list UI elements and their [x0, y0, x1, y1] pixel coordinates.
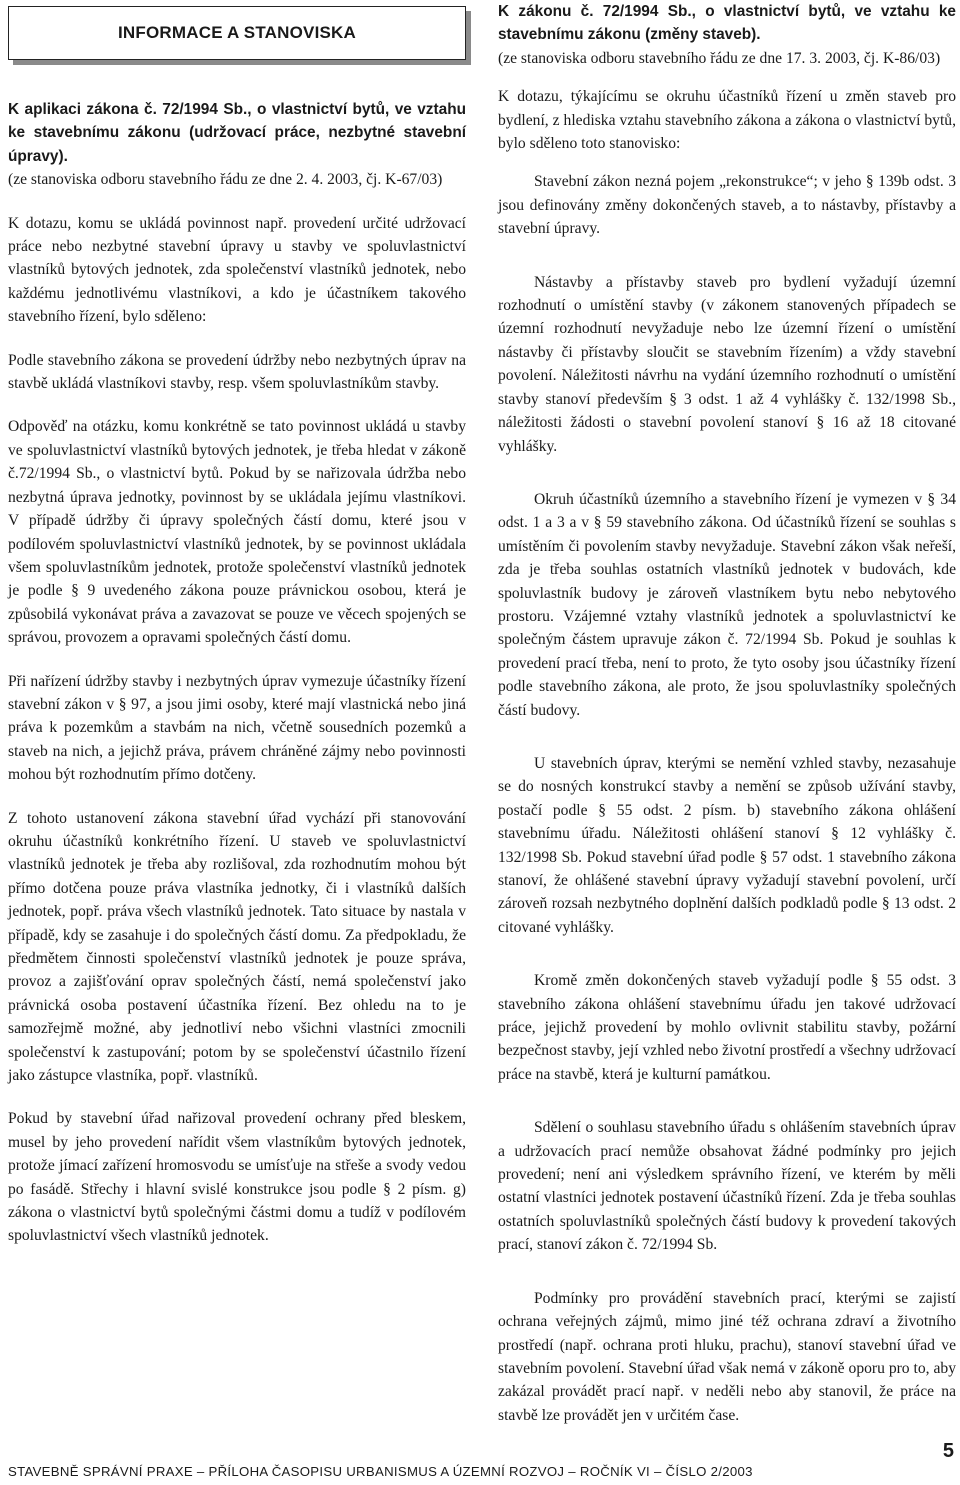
- paragraph: Kromě změn dokončených staveb vyžadují podle § 55 odst. 3 stavebního zákona ohlášení stavebnímu úřadu jen takové udržovací práce, jejichž provedení by mohlo ovlivnit stabilitu stavby, požární bezpečnost stavby, její vzhled nebo životní prostředí a všechny udržovací práce na stavbě, která je kulturní památkou.: [498, 972, 956, 1083]
- source-note-right: (ze stanoviska odboru stavebního řádu ze dne 17. 3. 2003, čj. K-86/03): [498, 49, 941, 67]
- paragraph: Pokud by stavební úřad nařizoval provedení ochrany před bleskem, musel by jeho provedení nařídit všem vlastníkům bytových jednotek, protože jímací zařízení hromosvodu se umísťuje na střeše a svody vedou po fasádě. Střechy i hlavní svislé konstrukce jsou podle § 2 písm. g) zákona o vlastnictví bytů společnými částmi domu a tudíž v podílovém spoluvlastnictví všech vlastníků jednotek.: [8, 1110, 466, 1245]
- paragraph: Stavební zákon nezná pojem „rekonstrukce“; v jeho § 139b odst. 3 jsou definovány změny dokončených staveb, a to nástavby, přístavby a stavební úpravy.: [498, 173, 956, 238]
- paragraph: Nástavby a přístavby staveb pro bydlení vyžadují územní rozhodnutí o umístění stavby (v zákonem stanovených případech se územní rozhodnutí nevyžaduje nebo lze územní řízení o umístění nástavby či přístavby sloučit se stavebním řízením) a vždy stavební povolení. Náležitosti návrhu na vydání územního rozhodnutí o umístění stavby stanoví především § 3 odst. 1 až 4 vyhlášky č. 132/1998 Sb., náležitosti žádosti o stavební povolení stanoví § 16 až 18 citované vyhlášky.: [498, 273, 956, 455]
- paragraph: U stavebních úprav, kterými se nemění vzhled stavby, nezasahuje se do nosných konstrukcí stavby a nemění se způsob užívání stavby, postačí podle § 55 odst. 2 písm. b) stavebního zákona ohlášení stavebnímu úřadu. Náležitosti ohlášení stanoví § 12 vyhlášky č. 132/1998 Sb. Pokud stavební úřad podle § 57 odst. 1 stavebního zákona stanoví, že ohlášené stavební úpravy vyžadují stavební povolení, určí zároveň rozsah nezbytného doplnění dalších podkladů podle § 13 odst. 2 citované vyhlášky.: [498, 754, 956, 936]
- banner-title: INFORMACE A STANOVISKA: [118, 23, 356, 42]
- paragraph: Z tohoto ustanovení zákona stavební úřad vychází při stanovování okruhu účastníků konkrétního řízení. U staveb ve spoluvlastnictví vlastníků jednotek je třeba aby rozlišoval, zda rozhodnutím mohou být přímo dotčena pouze práva vlastníka jednotky, či i vlastníků dalších jednotek, popř. práva všech vlastníků jednotek. Tato situace by nastala v případě, kdy se zasahuje i do společných částí domu. Za předpokladu, že předmětem činnosti společenství vlastníků jednotek je pouze správa, provoz a zajišťování oprav společných částí, nemá společenství jako právnická osoba postavení účastníka řízení. Bez ohledu na to je samozřejmě možné, aby jednotliví nebo všichni vlastníci zmocnili společenství k zastupování; potom by se společenství účastnilo řízení jako zástupce vlastníka, popř. vlastníků.: [8, 809, 466, 1085]
- page-number: 5: [942, 1440, 954, 1462]
- paragraph: Sdělení o souhlasu stavebního úřadu s ohlášením stavebních úprav a udržovacích prací nemůže obsahovat žádné podmínky pro jejich provedení; není ani výsledkem správního řízení, ve kterém by měli ostatní vlastníci jednotek postavení účastníků řízení. Zda je třeba souhlas ostatních spoluvlastníků společných částí budovy k provedení takových prací, stanoví zákon č. 72/1994 Sb.: [498, 1119, 956, 1254]
- source-note-left: (ze stanoviska odboru stavebního řádu ze dne 2. 4. 2003, čj. K-67/03): [8, 171, 443, 189]
- article-heading-right: K zákonu č. 72/1994 Sb., o vlastnictví bytů, ve vztahu ke stavebnímu zákonu (změny staveb).: [498, 3, 956, 44]
- page-footer: STAVEBNĚ SPRÁVNÍ PRAXE – PŘÍLOHA ČASOPISU URBANISMUS A ÚZEMNÍ ROZVOJ – ROČNÍK VI – ČÍSLO 2/2003: [8, 1464, 753, 1479]
- paragraph: K dotazu, týkajícímu se okruhu účastníků řízení u změn staveb pro bydlení, z hlediska vztahu stavebního zákona a zákona o vlastnictví bytů, bylo sděleno toto stanovisko:: [498, 88, 956, 153]
- right-column: [498, 0, 956, 1427]
- paragraph: Podle stavebního zákona se provedení údržby nebo nezbytných úprav na stavbě ukládá vlastníkovi stavby, resp. všem spoluvlastníkům stavby.: [8, 351, 466, 393]
- article-heading-left: K aplikaci zákona č. 72/1994 Sb., o vlastnictví bytů, ve vztahu ke stavebnímu zákonu (udržovací práce, nezbytné stavební úpravy).: [8, 101, 466, 165]
- left-column: [8, 98, 466, 1248]
- paragraph: Podmínky pro provádění stavebních prací, kterými se zajistí ochrana veřejných zájmů, mimo jiné též ochrana zdraví a životního prostředí (např. ochrana proti hluku, prachu), stanoví stavební úřad ve stavebním povolení. Stavební úřad však nemá v zákoně oporu pro to, aby zakázal provádět prací např. v neděli nebo aby stanovil, že práce na stavbě lze provádět jen v určitém čase.: [498, 1289, 956, 1424]
- section-banner: [8, 6, 466, 60]
- paragraph: K dotazu, komu se ukládá povinnost např. provedení určité udržovací práce nebo nezbytné stavební úpravy u stavby ve spoluvlastnictví vlastníků bytových jednotek, zda společenství vlastníků jednotek, nebo každému jednotlivému vlastníkovi, a kdo je účastníkem takového stavebního řízení, bylo sděleno:: [8, 214, 466, 326]
- paragraph: Okruh účastníků územního a stavebního řízení je vymezen v § 34 odst. 1 a 3 a v § 59 stavebního zákona. Od účastníků řízení se souhlas s umístěním či povolením stavby nevyžaduje. Stavební zákon však neřeší, zda je třeba souhlas ostatních vlastníků jednotek v budovách, kde spoluvlastník budovy je zároveň vlastníkem bytu nebo nebytového prostoru. Vzájemné vztahy vlastníků jednotek a spoluvlastnictví ke společným částem upravuje zákon č. 72/1994 Sb. Pokud je souhlas k provedení prací třeba, není to proto, že tyto osoby jsou účastníky řízení podle stavebního zákona, ale proto, že jsou spoluvlastníky společných částí budovy.: [498, 490, 956, 719]
- paragraph: Při nařízení údržby stavby i nezbytných úprav vymezuje účastníky řízení stavební zákon v § 97, a jsou jimi osoby, které mají vlastnická nebo jiná práva k pozemkům a stavbám na nich, včetně sousedních pozemků a staveb na nich, a jejichž práva, právem chráněné zájmy nebo povinnosti mohou být rozhodnutím přímo dotčeny.: [8, 672, 466, 784]
- paragraph: Odpověď na otázku, komu konkrétně se tato povinnost ukládá u stavby ve spoluvlastnictví vlastníků bytových jednotek, je třeba hledat v zákoně č.72/1994 Sb., o vlastnictví bytů. Pokud by se nařizovala údržba nebo nezbytná úprava jednotky, povinnost by se ukládala jejímu vlastníkovi. V případě údržby či úpravy společných částí domu, které jsou v podílovém spoluvlastnictví vlastníků jednotek, by se povinnost ukládala všem spoluvlastníkům jednotek, protože společenství vlastníků jednotek je podle § 9 uvedeného zákona pouze právnickou osobou, která je způsobilá vykonávat práva a zavazovat se pouze ve věcech spojených se správou, provozem a opravami společných částí domu.: [8, 418, 466, 647]
